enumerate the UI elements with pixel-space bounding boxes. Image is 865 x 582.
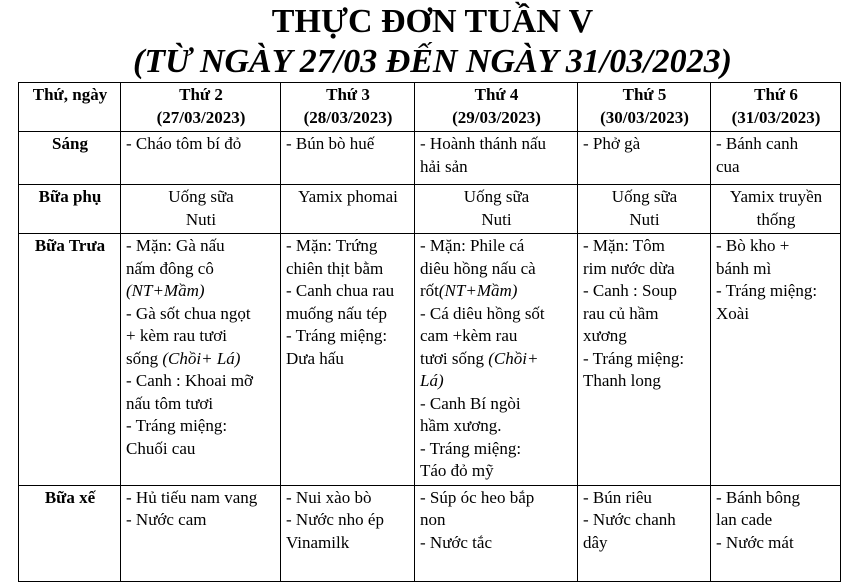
menu-line: - Bún bò huế xyxy=(286,134,375,153)
menu-line: - Cá diêu hồng sốt xyxy=(420,303,545,323)
menu-line: - Nước tắc xyxy=(420,532,493,552)
snack-cell-mon xyxy=(121,185,281,234)
page-subtitle: (TỪ NGÀY 27/03 ĐẾN NGÀY 31/03/2023) xyxy=(133,43,732,80)
menu-line: - Canh : Soup xyxy=(583,281,677,300)
header-label: Thứ, ngày xyxy=(32,85,108,104)
menu-line: - Nước chanh xyxy=(583,510,676,529)
day-header-fri xyxy=(711,83,841,132)
snack-cell-thu xyxy=(578,185,711,234)
menu-line: - Tráng miệng: xyxy=(583,348,685,368)
menu-line: - Nước nho ép xyxy=(286,510,384,529)
snack-cell-tue xyxy=(281,185,415,234)
menu-line: - Mặn: Phile cá xyxy=(420,236,525,255)
menu-text-italic: (Chồi+ xyxy=(488,348,539,368)
menu-line: Nuti xyxy=(185,209,217,229)
breakfast-cell-tue xyxy=(281,132,415,185)
lunch-cell-fri xyxy=(711,234,841,486)
lunch-cell-wed xyxy=(415,234,578,486)
snack-cell-fri xyxy=(711,185,841,234)
menu-line: - Tráng miệng: xyxy=(286,326,388,345)
menu-line: muống nấu tép xyxy=(286,303,388,323)
afternoon-cell-fri xyxy=(711,485,841,581)
menu-line: - Nui xào bò xyxy=(286,487,372,507)
menu-line: bánh mì xyxy=(716,258,772,278)
menu-line: - Súp óc heo bắp xyxy=(420,487,535,507)
menu-line: diêu hồng nấu cà xyxy=(420,258,536,278)
menu-line: - Phở gà xyxy=(583,134,641,153)
menu-line: - Nước cam xyxy=(126,510,207,529)
menu-line: - Cháo tôm bí đỏ xyxy=(126,134,242,153)
menu-line: - Bánh canh xyxy=(716,134,799,153)
menu-line: - Mặn: Trứng xyxy=(286,236,378,255)
menu-line: xương xyxy=(583,326,627,345)
menu-line: dây xyxy=(583,532,608,552)
menu-line: Thanh long xyxy=(583,371,661,390)
breakfast-cell-wed xyxy=(415,132,578,185)
day-header-tue xyxy=(281,83,415,132)
day-date: (28/03/2023) xyxy=(303,107,393,127)
lunch-cell-mon xyxy=(121,234,281,486)
page-title: THỰC ĐƠN TUẦN V xyxy=(271,3,594,40)
row-label-breakfast: Sáng xyxy=(19,132,121,185)
menu-line: - Bún riêu xyxy=(583,487,652,507)
menu-line: rau củ hầm xyxy=(583,303,659,323)
weekly-menu-table xyxy=(18,82,841,582)
menu-line: nấm đông cô xyxy=(126,258,214,278)
menu-line: - Nước mát xyxy=(716,532,794,552)
menu-line xyxy=(420,280,573,303)
menu-line: - Bánh bông xyxy=(716,487,801,507)
lunch-row xyxy=(19,234,841,486)
day-header-mon xyxy=(121,83,281,132)
menu-line: - Canh : Khoai mỡ xyxy=(126,371,254,390)
menu-line: - Bò kho + xyxy=(716,236,790,255)
menu-line xyxy=(126,348,276,371)
day-header-thu xyxy=(578,83,711,132)
menu-line: chiên thịt bằm xyxy=(286,258,384,278)
menu-line: Vinamilk xyxy=(286,532,350,552)
menu-line: + kèm rau tươi xyxy=(126,326,227,345)
menu-line: Yamix phomai xyxy=(298,187,398,206)
menu-line: - Mặn: Gà nấu xyxy=(126,236,225,255)
row-label-afternoon: Bữa xế xyxy=(19,485,121,581)
menu-line: - Hoành thánh nấu xyxy=(420,134,547,153)
day-date: (31/03/2023) xyxy=(731,107,821,127)
menu-line: - Canh chua rau xyxy=(286,281,395,300)
day-name: Thứ 6 xyxy=(754,85,798,104)
menu-line: cua xyxy=(716,156,740,176)
day-name: Thứ 3 xyxy=(326,85,370,104)
header-row xyxy=(19,83,841,132)
day-name: Thứ 4 xyxy=(474,85,519,104)
menu-line: - Hủ tiếu nam vang xyxy=(126,487,258,507)
menu-line: Lá) xyxy=(420,371,444,390)
menu-line: Uống sữa xyxy=(463,187,530,206)
row-label-lunch: Bữa Trưa xyxy=(19,234,121,486)
afternoon-cell-mon xyxy=(121,485,281,581)
afternoon-cell-thu xyxy=(578,485,711,581)
row-label-snack: Bữa phụ xyxy=(19,185,121,234)
day-date: (29/03/2023) xyxy=(452,107,541,127)
menu-line: Uống sữa xyxy=(611,187,678,206)
day-name: Thứ 5 xyxy=(622,85,667,104)
menu-line: - Tráng miệng: xyxy=(420,438,522,458)
menu-text-italic: (NT+Mầm) xyxy=(438,281,518,300)
menu-line: Yamix truyền xyxy=(729,187,823,206)
menu-line: Nuti xyxy=(629,209,660,229)
menu-line: rim nước dừa xyxy=(583,258,675,278)
menu-line: Dưa hấu xyxy=(286,348,344,368)
menu-line: Uống sữa xyxy=(168,187,234,206)
menu-line xyxy=(420,348,573,371)
breakfast-cell-thu xyxy=(578,132,711,185)
menu-line: Nuti xyxy=(481,209,512,229)
snack-row xyxy=(19,185,841,234)
breakfast-row xyxy=(19,132,841,185)
menu-line: - Tráng miệng: xyxy=(716,281,818,300)
menu-text: tươi sống xyxy=(420,348,489,368)
day-name: Thứ 2 xyxy=(179,85,223,104)
menu-line: lan cade xyxy=(716,510,773,529)
lunch-cell-tue xyxy=(281,234,415,486)
menu-text-italic: (Chồi+ Lá) xyxy=(162,348,241,368)
header-label-cell xyxy=(19,83,121,132)
day-header-wed xyxy=(415,83,578,132)
afternoon-row xyxy=(19,485,841,581)
menu-line: - Gà sốt chua ngọt xyxy=(126,303,251,323)
afternoon-cell-wed xyxy=(415,485,578,581)
lunch-cell-thu xyxy=(578,234,711,486)
menu-line: - Tráng miệng: xyxy=(126,416,228,435)
afternoon-cell-tue xyxy=(281,485,415,581)
menu-line: (NT+Mầm) xyxy=(126,281,205,300)
breakfast-cell-mon xyxy=(121,132,281,185)
menu-line: Táo đỏ mỹ xyxy=(420,461,494,480)
menu-line: cam +kèm rau xyxy=(420,326,518,345)
menu-line: non xyxy=(420,510,446,529)
menu-line: Chuối cau xyxy=(126,438,196,458)
menu-line: nấu tôm tươi xyxy=(126,393,214,413)
menu-line: hải sản xyxy=(420,156,468,176)
day-date: (30/03/2023) xyxy=(600,107,689,127)
breakfast-cell-fri xyxy=(711,132,841,185)
menu-line: - Canh Bí ngòi xyxy=(420,393,521,413)
menu-text: rốt xyxy=(420,281,439,300)
day-date: (27/03/2023) xyxy=(156,107,246,127)
menu-line: thống xyxy=(756,209,796,229)
menu-text: sống xyxy=(126,348,163,368)
menu-line: - Mặn: Tôm xyxy=(583,236,665,255)
menu-line: Xoài xyxy=(716,303,750,323)
menu-line: hầm xương. xyxy=(420,416,502,435)
snack-cell-wed xyxy=(415,185,578,234)
